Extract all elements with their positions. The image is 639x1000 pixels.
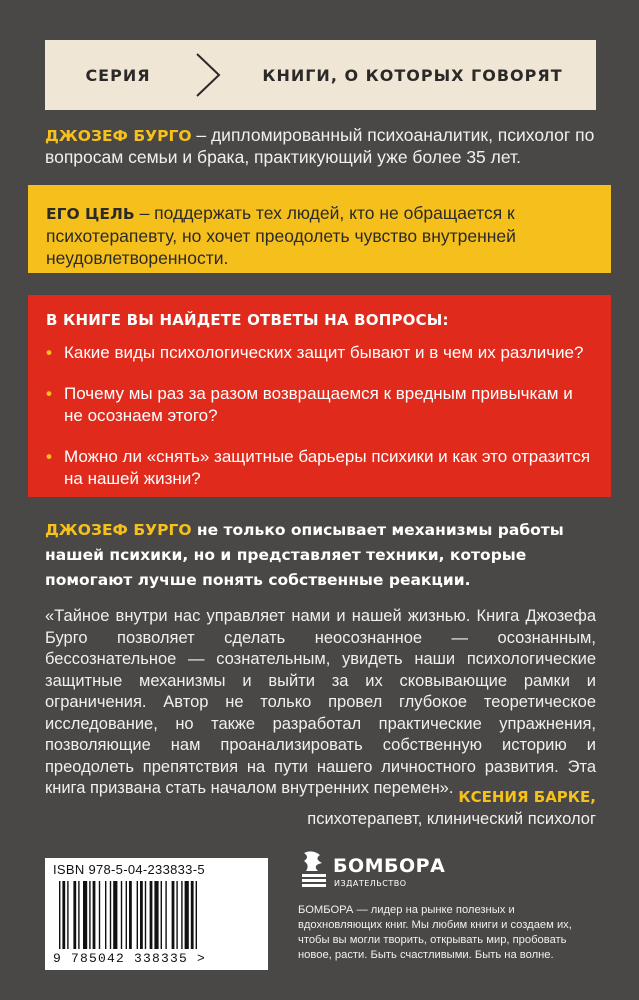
- question-item: [46, 342, 593, 364]
- barcode-bar: [137, 881, 138, 949]
- barcode-bar: [99, 881, 100, 949]
- question-text: Можно ли «снять» защитные барьеры психики и как это отразится на нашей жизни?: [64, 447, 591, 488]
- chevron-right-icon: [183, 40, 243, 110]
- barcode-bar: [89, 881, 90, 949]
- goal-lead: ЕГО ЦЕЛЬ: [46, 205, 135, 223]
- goal-text: – поддержать тех людей, кто не обращается к психотерапевту, но хочет преодолеть чувство внутренней неудовлетворенности.: [46, 203, 516, 268]
- barcode-bar: [78, 881, 79, 949]
- barcode-bar: [126, 881, 127, 949]
- barcode-bar: [83, 881, 87, 949]
- barcode-bar: [165, 881, 166, 949]
- barcode-bar: [145, 881, 146, 949]
- author-name: ДЖОЗЕФ БУРГО: [45, 127, 192, 145]
- bullet-icon: •: [46, 343, 52, 362]
- bullet-icon: •: [46, 384, 52, 403]
- publisher-logo-name: БОМБОРА: [333, 855, 446, 877]
- questions-box: [28, 295, 611, 497]
- author-intro-text: – дипломированный психоаналитик, психолог по вопросам семьи и брака, практикующий уже более 35 лет.: [45, 125, 595, 167]
- publisher-logo-subtitle: ИЗДАТЕЛЬСТВО: [334, 879, 407, 888]
- barcode-bar: [110, 881, 111, 949]
- publisher-description: БОМБОРА — лидер на рынке полезных и вдохновляющих книг. Мы любим книги и создаем их, чтобы вы могли творить, открывать мир, пробовать новое, расти. Быть счастливыми. Быть на волне.: [298, 904, 572, 961]
- question-item: [46, 446, 593, 490]
- bullet-icon: •: [46, 447, 52, 466]
- questions-heading: В КНИГЕ ВЫ НАЙДЕТЕ ОТВЕТЫ НА ВОПРОСЫ:: [46, 311, 449, 329]
- barcode-bar: [185, 881, 189, 949]
- barcode-bar: [67, 881, 68, 949]
- question-item: [46, 383, 593, 427]
- quote-text: «Тайное внутри нас управляет нами и нашей жизнью. Книга Джозефа Бурго позволяет сделать неосознанное — осознанным, бессознательное — сознательным, увидеть наши психологические защитные механизмы и выйти за их сковывающие рамки и ограничения. Автор не только провел глубокое теоретическое исследование, но также разработал практические упражнения, позволяющие нам проанализировать собственную историю и преодолеть препятствия на пути нашего личностного развития. Эта книга призвана стать началом внутренних перемен».: [45, 607, 596, 797]
- barcode-bar: [181, 881, 182, 949]
- barcode-bar: [154, 881, 158, 949]
- goal-box: [28, 185, 611, 273]
- question-text: Какие виды психологических защит бывают и в чем их различие?: [64, 343, 584, 362]
- barcode-bar: [59, 881, 60, 949]
- quote-role: психотерапевт, клинический психолог: [307, 810, 596, 828]
- highlight-author-name: ДЖОЗЕФ БУРГО: [45, 521, 192, 539]
- barcode-bar: [113, 881, 117, 949]
- barcode-bar: [191, 881, 194, 949]
- isbn: ISBN 978-5-04-233833-5: [53, 862, 205, 877]
- highlight-paragraph: [45, 518, 601, 593]
- barcode-bar: [62, 881, 65, 949]
- barcode-digits: 9 785042 338335 >: [53, 951, 207, 966]
- barcode-icon: [53, 879, 258, 951]
- barcode-bar: [93, 881, 96, 949]
- barcode-bar: [176, 881, 177, 949]
- barcode-bar: [161, 881, 162, 949]
- barcode-bar: [73, 881, 76, 949]
- author-intro: [45, 125, 596, 168]
- quote-author: КСЕНИЯ БАРКЕ,: [458, 788, 596, 806]
- barcode-box: [45, 858, 268, 970]
- barcode-bar: [121, 881, 122, 949]
- barcode-bar: [150, 881, 153, 949]
- barcode-bar: [196, 881, 197, 949]
- barcode-bar: [172, 881, 175, 949]
- series-bar: [45, 40, 596, 110]
- series-label: СЕРИЯ: [85, 65, 151, 85]
- barcode-bar: [140, 881, 143, 949]
- question-text: Почему мы раз за разом возвращаемся к вредным привычкам и не осознаем этого?: [64, 384, 573, 425]
- barcode-bar: [105, 881, 106, 949]
- barcode-bar: [129, 881, 132, 949]
- highlight-text: не только описывает механизмы работы нашей психики, но и представляет техники, которые помогают лучше понять собственные реакции.: [45, 521, 564, 589]
- series-name: КНИГИ, О КОТОРЫХ ГОВОРЯТ: [262, 65, 563, 85]
